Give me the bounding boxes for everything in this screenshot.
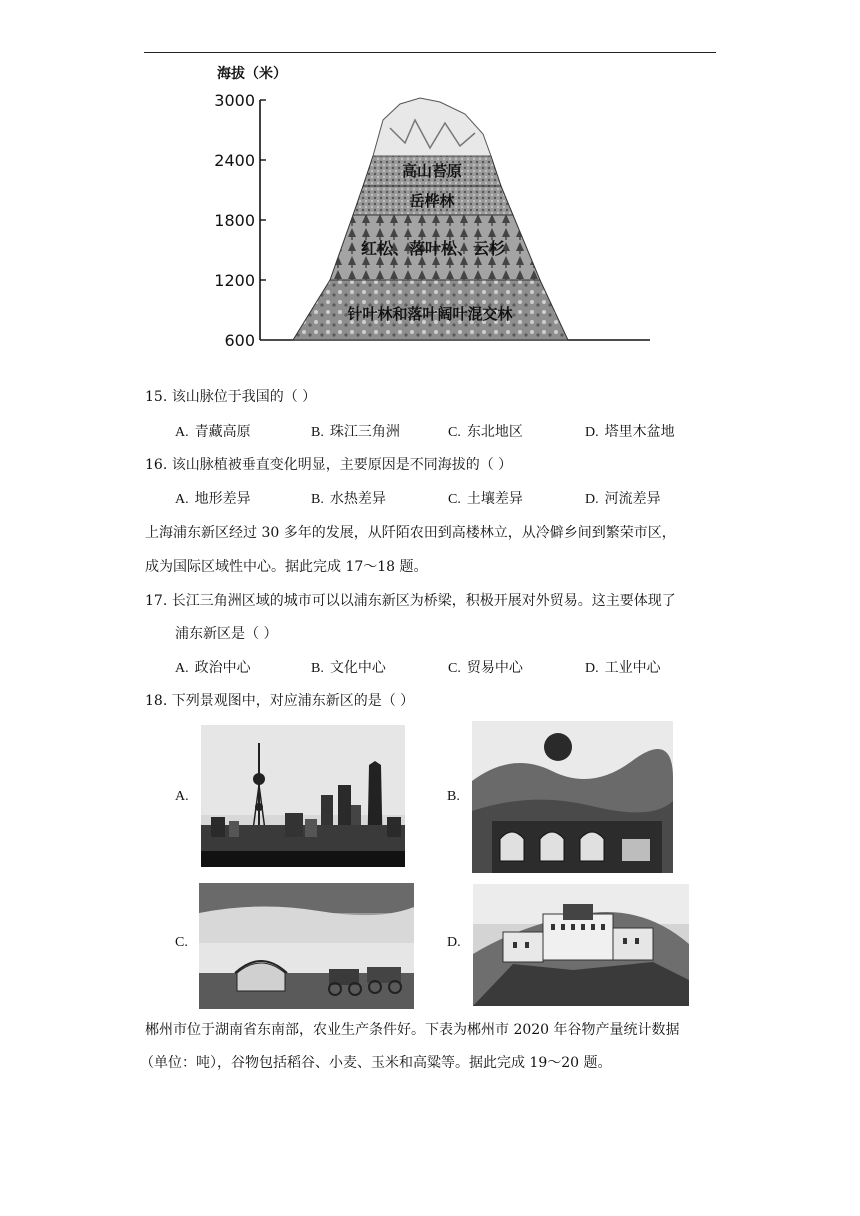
tick-label: 2400 — [214, 151, 255, 170]
tick-label: 600 — [224, 331, 255, 350]
cave-dwelling-photo[interactable] — [472, 721, 673, 873]
zone-label: 高山苔原 — [401, 162, 463, 180]
tick-label: 1200 — [214, 271, 255, 290]
q18-label-b[interactable]: B. — [447, 789, 460, 804]
q16-option-d[interactable]: D. 河流差异 — [585, 491, 661, 507]
q18-label-c[interactable]: C. — [175, 935, 188, 950]
q15-option-b[interactable]: B. 珠江三角洲 — [311, 424, 400, 440]
q17-option-d[interactable]: D. 工业中心 — [585, 660, 661, 676]
passage-1-line-2: 成为国际区域性中心。据此完成 17～18 题。 — [145, 559, 428, 575]
zone-label: 岳桦林 — [409, 192, 455, 210]
passage-2-line-2: （单位：吨），谷物包括稻谷、小麦、玉米和高粱等。据此完成 19～20 题。 — [140, 1055, 612, 1071]
mountain-shape — [293, 98, 568, 340]
question-17-stem-line-1: 17. 长江三角洲区域的城市可以以浦东新区为桥梁，积极开展对外贸易。这主要体现了 — [145, 593, 676, 609]
tick-label: 3000 — [214, 91, 255, 110]
tick-label: 1800 — [214, 211, 255, 230]
zone-label: 红松、落叶松、云杉 — [360, 239, 506, 258]
question-15-stem: 15. 该山脉位于我国的（ ） — [145, 389, 317, 405]
q16-option-c[interactable]: C. 土壤差异 — [448, 491, 523, 507]
snow-cap — [373, 98, 491, 156]
question-17-stem-line-2: 浦东新区是（ ） — [175, 626, 278, 642]
passage-2-line-1: 郴州市位于湖南省东南部，农业生产条件好。下表为郴州市 2020 年谷物产量统计数据 — [145, 1022, 680, 1038]
mountain-vegetation-diagram — [205, 58, 665, 358]
q15-option-c[interactable]: C. 东北地区 — [448, 424, 523, 440]
zone-label: 针叶林和落叶阔叶混交林 — [347, 305, 513, 323]
header-rule — [144, 52, 716, 53]
q15-option-d[interactable]: D. 塔里木盆地 — [585, 424, 675, 440]
q15-option-a[interactable]: A. 青藏高原 — [175, 424, 251, 440]
question-18-stem: 18. 下列景观图中，对应浦东新区的是（ ） — [145, 693, 415, 709]
diagram-ylabel: 海拔（米） — [217, 66, 287, 82]
q17-option-a[interactable]: A. 政治中心 — [175, 660, 251, 676]
question-16-stem: 16. 该山脉植被垂直变化明显，主要原因是不同海拔的（ ） — [145, 457, 513, 473]
q18-label-d[interactable]: D. — [447, 935, 461, 950]
q17-option-b[interactable]: B. 文化中心 — [311, 660, 386, 676]
passage-1-line-1: 上海浦东新区经过 30 多年的发展，从阡陌农田到高楼林立，从冷僻乡间到繁荣市区， — [145, 525, 676, 541]
yurt-grassland-photo[interactable] — [199, 883, 414, 1009]
palace-hill-photo[interactable] — [473, 884, 689, 1006]
q16-option-a[interactable]: A. 地形差异 — [175, 491, 251, 507]
city-skyline-photo[interactable] — [201, 725, 405, 867]
q18-label-a[interactable]: A. — [175, 789, 189, 804]
y-ticks — [214, 91, 266, 350]
q17-option-c[interactable]: C. 贸易中心 — [448, 660, 523, 676]
q16-option-b[interactable]: B. 水热差异 — [311, 491, 386, 507]
